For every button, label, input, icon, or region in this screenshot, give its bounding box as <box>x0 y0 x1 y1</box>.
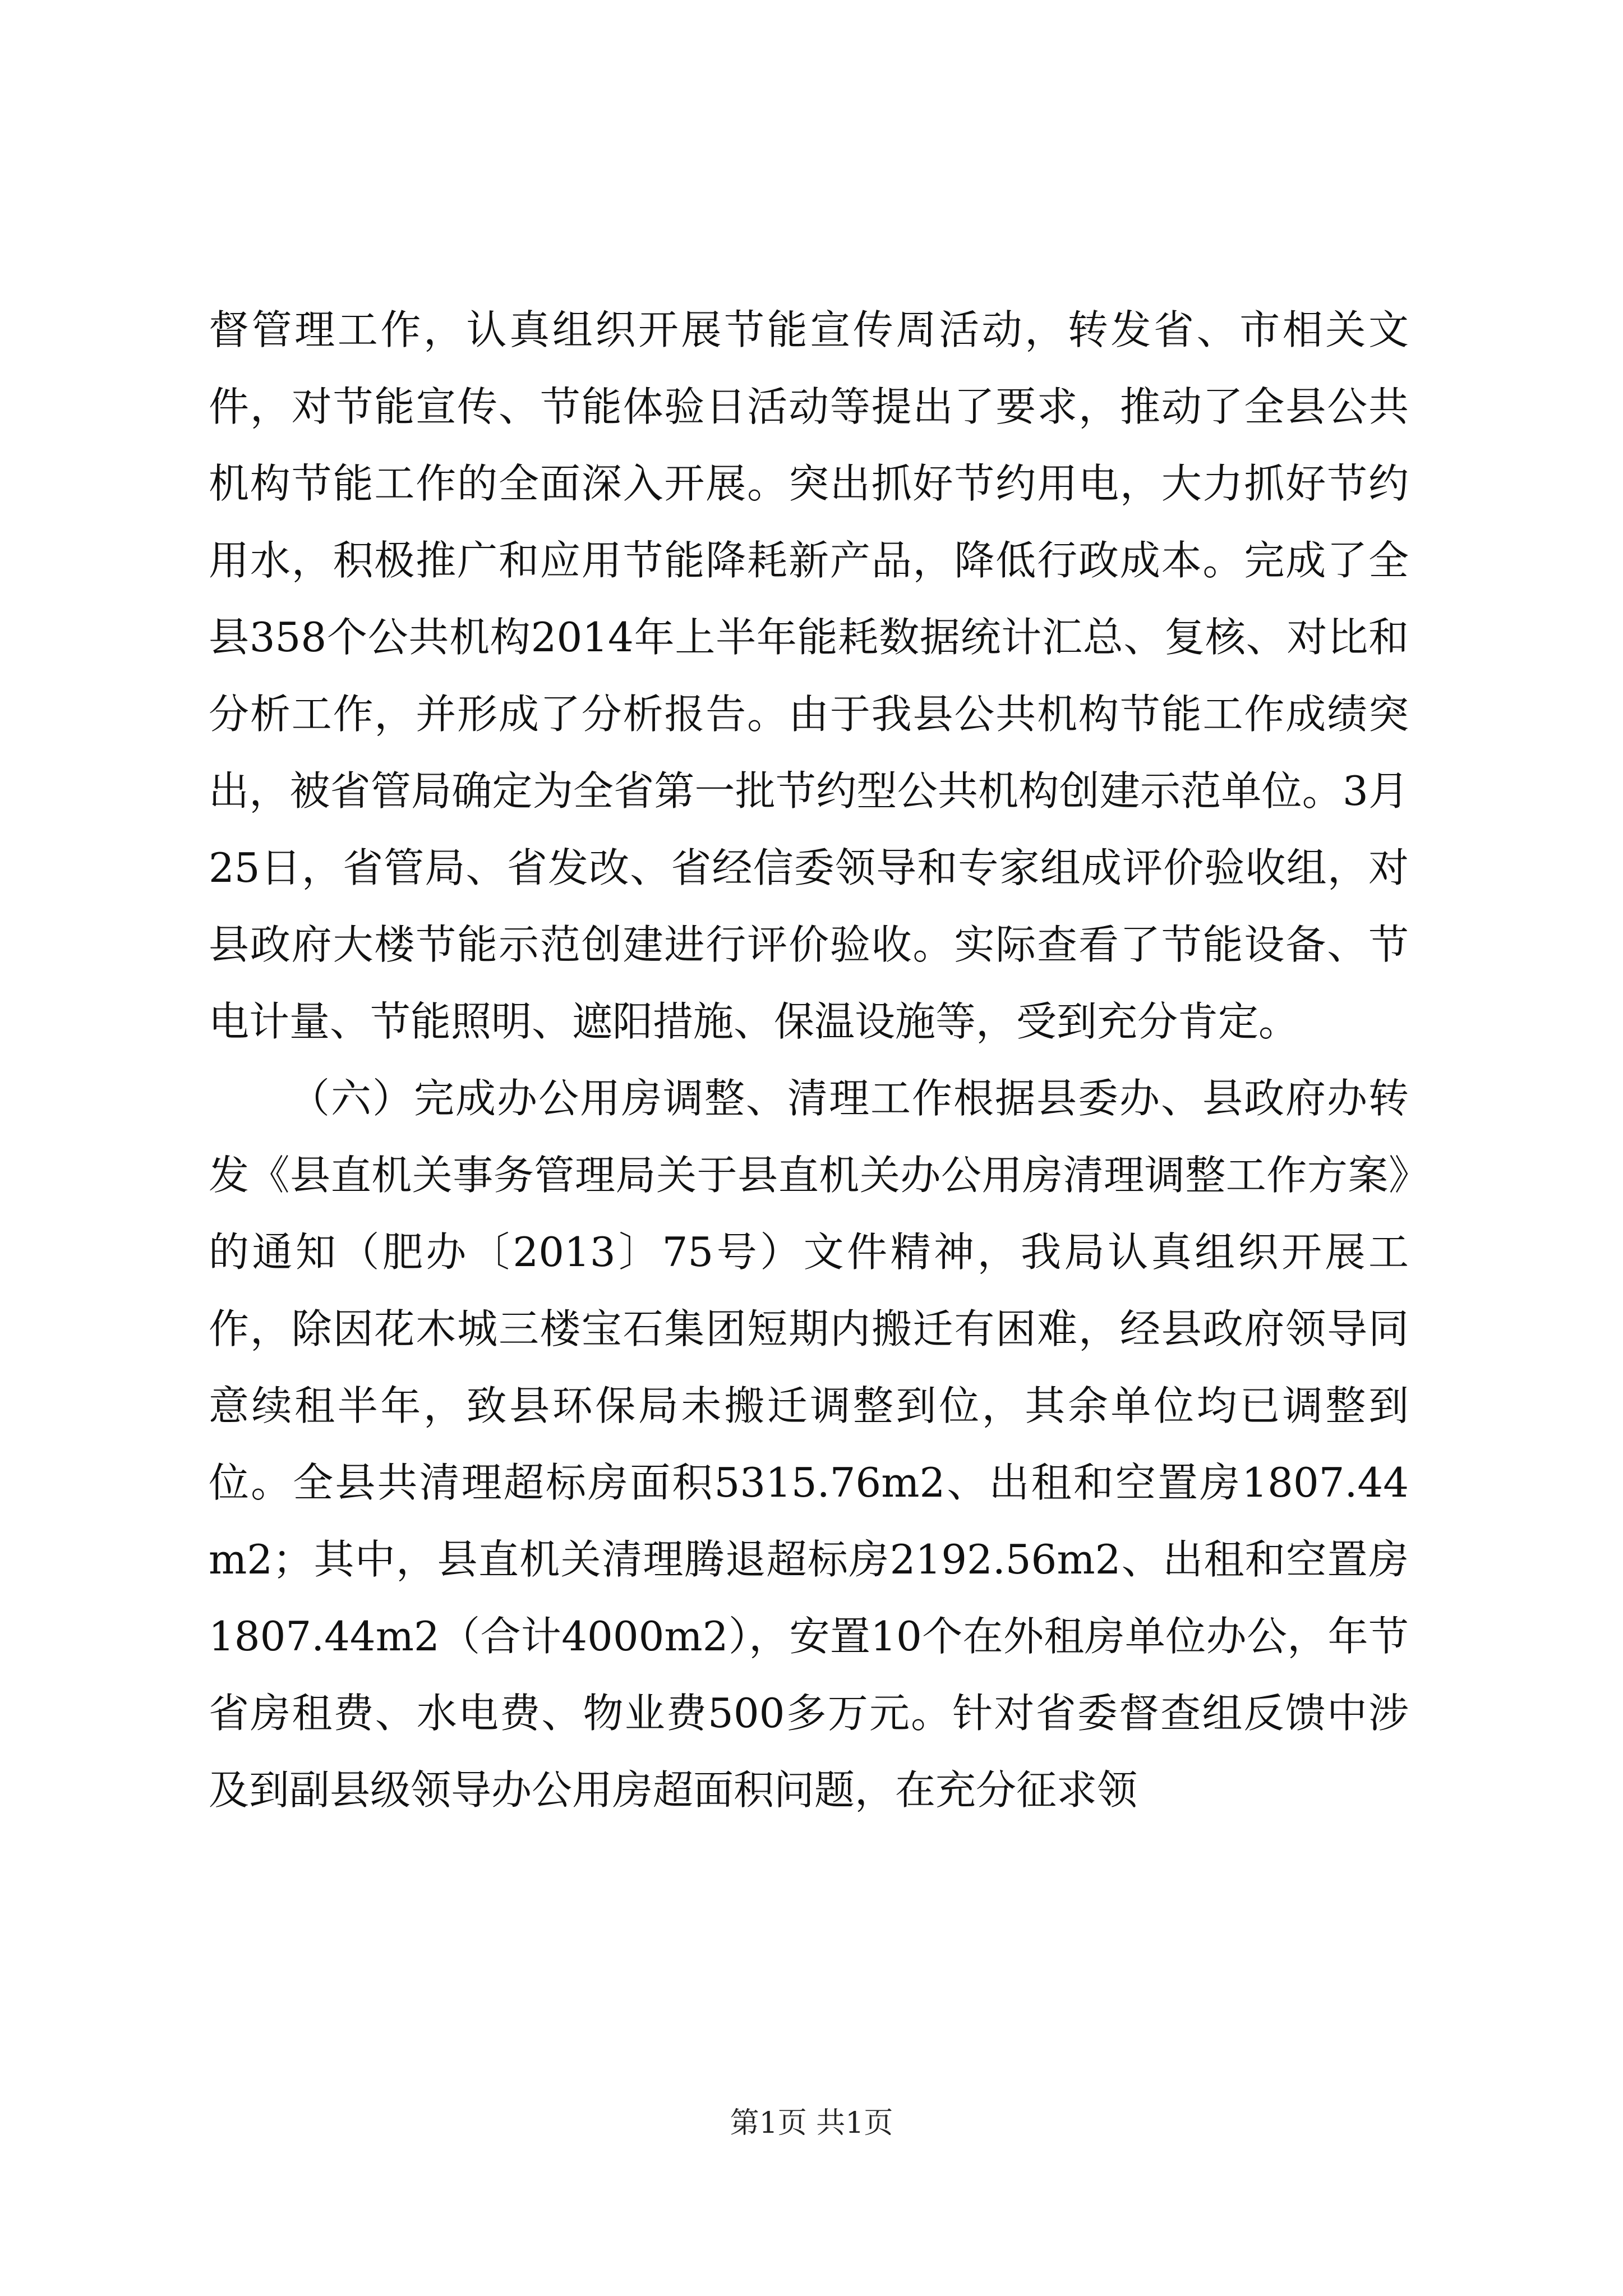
document-body <box>209 292 1409 1829</box>
page-footer: 第1页 共1页 <box>730 2106 893 2140</box>
paragraph-continuation: 督管理工作，认真组织开展节能宣传周活动，转发省、市相关文件，对节能宣传、节能体验日活动等提出了要求，推动了全县公共机构节能工作的全面深入开展。突出抓好节约用电，大力抓好节约用水，积极推广和应用节能降耗新产品，降低行政成本。完成了全县358个公共机构2014年上半年能耗数据统计汇总、复核、对比和分析工作，并形成了分析报告。由于我县公共机构节能工作成绩突出，被省管局确定为全省第一批节约型公共机构创建示范单位。3月25日，省管局、省发改、省经信委领导和专家组成评价验收组，对县政府大楼节能示范创建进行评价验收。实际查看了节能设备、节电计量、节能照明、遮阳措施、保温设施等，受到充分肯定。 <box>209 306 1409 1045</box>
paragraph-section-six: （六）完成办公用房调整、清理工作根据县委办、县政府办转发《县直机关事务管理局关于县直机关办公用房清理调整工作方案》的通知（肥办〔2013〕75号）文件精神，我局认真组织开展工作，除因花木城三楼宝石集团短期内搬迁有困难，经县政府领导同意续租半年，致县环保局未搬迁调整到位，其余单位均已调整到位。全县共清理超标房面积5315.76m2、出租和空置房1807.44m2；其中，县直机关清理腾退超标房2192.56m2、出租和空置房1807.44m2（合计4000m2），安置10个在外租房单位办公，年节省房租费、水电费、物业费500多万元。针对省委督查组反馈中涉及到副县级领导办公用房超面积问题，在充分征求领 <box>209 1075 1409 1814</box>
